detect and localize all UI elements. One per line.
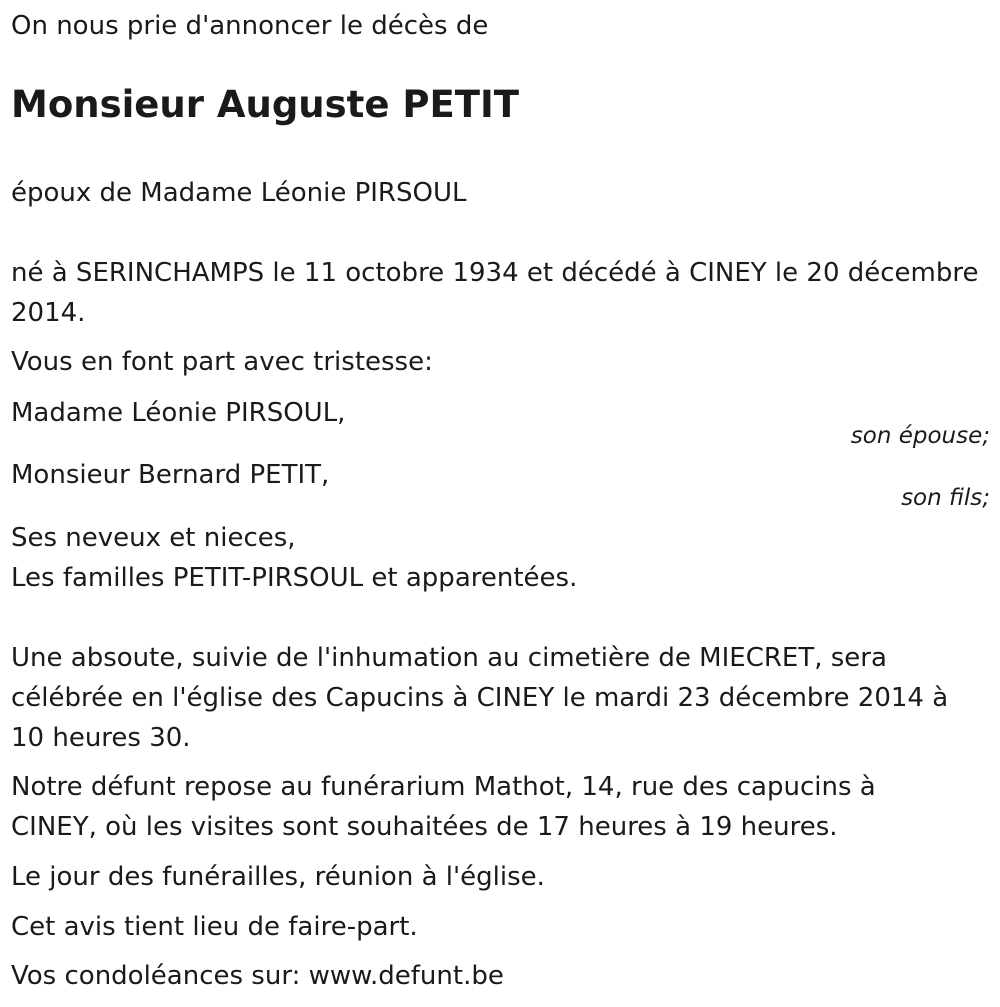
ceremony-text-line-3: 10 heures 30. [11, 723, 191, 753]
family-member-role: son épouse; [850, 423, 990, 449]
family-member-name: Madame Léonie PIRSOUL, [11, 398, 346, 428]
family-member-name: Monsieur Bernard PETIT, [11, 460, 330, 490]
condolences-text: Vos condoléances sur: www.defunt.be [11, 961, 504, 991]
ceremony-text-line-1: Une absoute, suivie de l'inhumation au cimetière de MIECRET, sera [11, 643, 887, 673]
relatives-text-line-2: Les familles PETIT-PIRSOUL et apparentées. [11, 563, 578, 593]
birth-death-text-line-2: 2014. [11, 298, 86, 328]
funeral-home-text-line-2: CINEY, où les visites sont souhaitées de 17 heures à 19 heures. [11, 812, 838, 842]
relatives-text-line-1: Ses neveux et nieces, [11, 523, 296, 553]
family-member-role: son fils; [901, 485, 990, 511]
ceremony-text-line-2: célébrée en l'église des Capucins à CINEY le mardi 23 décembre 2014 à [11, 683, 949, 713]
birth-death-text-line-1: né à SERINCHAMPS le 11 octobre 1934 et décédé à CINEY le 20 décembre [11, 258, 979, 288]
deceased-name: Monsieur Auguste PETIT [11, 83, 519, 126]
faire-part-text: Cet avis tient lieu de faire-part. [11, 912, 418, 942]
announcement-text: Vous en font part avec tristesse: [11, 347, 433, 377]
intro-text: On nous prie d'annoncer le décès de [11, 11, 489, 41]
funeral-home-text-line-1: Notre défunt repose au funérarium Mathot, 14, rue des capucins à [11, 772, 876, 802]
meeting-text: Le jour des funérailles, réunion à l'église. [11, 862, 545, 892]
spouse-text: époux de Madame Léonie PIRSOUL [11, 178, 467, 208]
